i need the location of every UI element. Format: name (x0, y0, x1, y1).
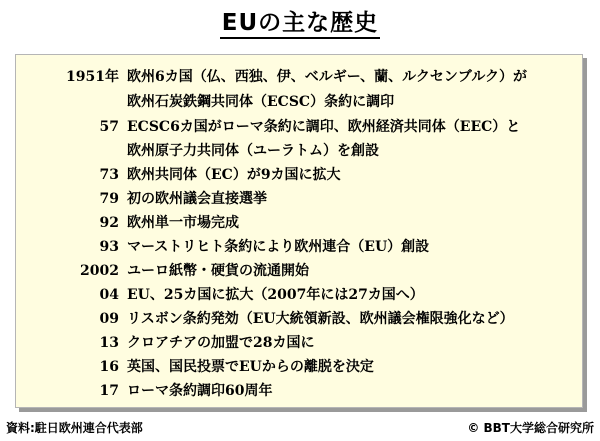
row-year: 2002 (80, 263, 119, 279)
row-event: 欧州共同体（EC）が9カ国に拡大 (127, 167, 341, 183)
row-year: 93 (99, 239, 119, 255)
timeline-row (16, 355, 582, 379)
timeline-row (16, 65, 582, 89)
timeline-row (16, 163, 582, 187)
page-title-text: EUの主な歴史 (220, 10, 380, 39)
timeline-row (16, 259, 582, 283)
row-event: 英国、国民投票でEUからの離脱を決定 (127, 359, 374, 375)
row-year: 09 (99, 311, 119, 327)
timeline-row (16, 307, 582, 331)
timeline-row (16, 115, 582, 139)
page-title (0, 4, 600, 37)
row-year: 57 (99, 119, 119, 135)
row-event: クロアチアの加盟で28カ国に (127, 335, 315, 351)
row-event: ECSC6カ国がローマ条約に調印、欧州経済共同体（EEC）と (127, 119, 521, 135)
timeline-row (16, 331, 582, 355)
timeline-row (16, 379, 582, 403)
row-year: 92 (99, 215, 119, 231)
row-event: ローマ条約調印60周年 (127, 383, 273, 399)
row-year: 04 (99, 287, 119, 303)
row-year: 17 (99, 383, 119, 399)
timeline-row (16, 235, 582, 259)
row-year: 16 (99, 359, 119, 375)
row-event: リスボン条約発効（EU大統領新設、欧州議会権限強化など） (127, 311, 514, 327)
row-event: 欧州石炭鉄鋼共同体（ECSC）条約に調印 (127, 94, 395, 110)
copyright-note: © BBT大学総合研究所 (467, 421, 594, 435)
row-event: 初の欧州議会直接選挙 (127, 191, 267, 207)
row-event: EU、25カ国に拡大（2007年には27カ国へ） (127, 287, 424, 303)
row-event: ユーロ紙幣・硬貨の流通開始 (127, 263, 309, 279)
history-table (15, 54, 583, 408)
row-year: 79 (99, 191, 119, 207)
timeline-row (16, 139, 582, 163)
timeline-row (16, 187, 582, 211)
timeline-row (16, 283, 582, 307)
row-event: 欧州単一市場完成 (127, 215, 239, 231)
row-event: 欧州原子力共同体（ユーラトム）を創設 (127, 143, 379, 159)
timeline-row (16, 90, 582, 114)
row-year: 1951年 (66, 69, 119, 85)
source-note: 資料:駐日欧州連合代表部 (6, 421, 143, 435)
row-year: 13 (99, 335, 119, 351)
timeline-row (16, 211, 582, 235)
row-year: 73 (99, 167, 119, 183)
row-event: マーストリヒト条約により欧州連合（EU）創設 (127, 239, 430, 255)
row-event: 欧州6カ国（仏、西独、伊、ベルギー、蘭、ルクセンブルク）が (127, 69, 528, 85)
